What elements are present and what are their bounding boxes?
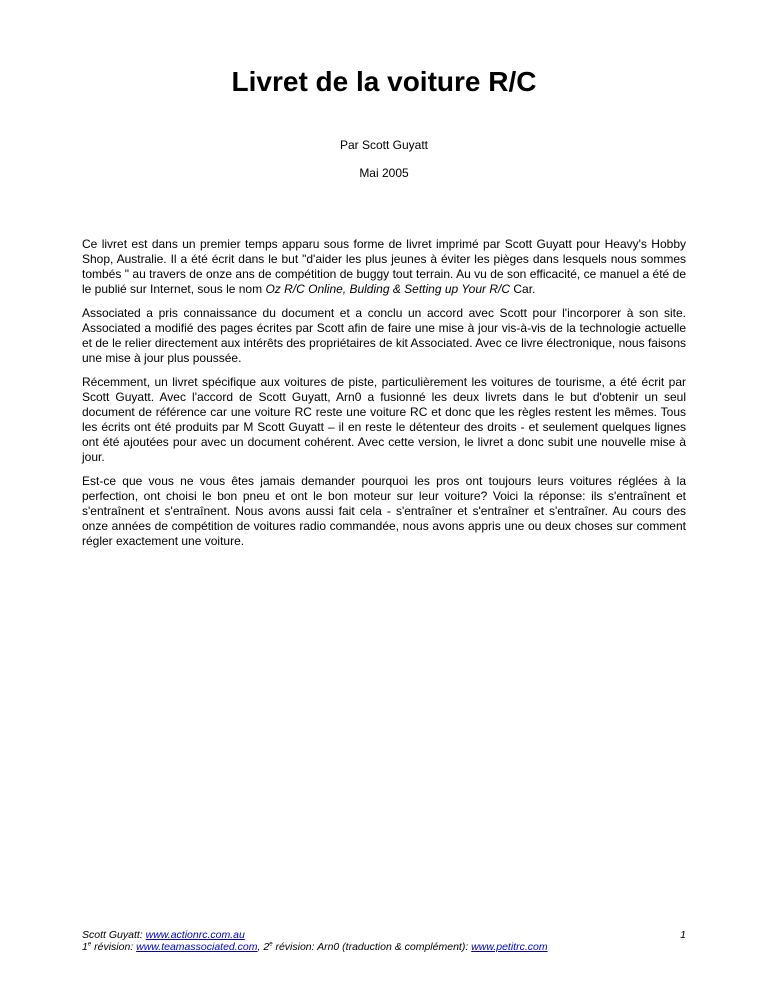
paragraph-1-italic: Oz R/C Online, Bulding & Setting up Your R/C: [265, 282, 511, 296]
author-line: Par Scott Guyatt: [339, 138, 429, 152]
rev1-number: 1: [82, 941, 88, 953]
footer-separator: ,: [257, 941, 264, 953]
document-title: Livret de la voiture R/C: [231, 66, 537, 97]
date-line: Mai 2005: [359, 166, 409, 180]
paragraph-1: [82, 237, 686, 297]
page-number: 1: [680, 929, 686, 941]
paragraph-1-end: Car.: [510, 282, 536, 296]
rev2-superscript: e: [269, 941, 273, 948]
paragraph-3: Récemment, un livret spécifique aux voitures de piste, particulièrement les voitures de tourisme, a été écrit par Scott Guyatt. Avec l'accord de Scott Guyatt, Arn0 a fusionné les deux livrets dans le but d'obtenir un seul document de référence car une voiture RC reste une voiture RC et donc que les règles restent les mêmes. Tous les écrits ont été produits par M Scott Guyatt – il en reste le détenteur des droits - et seulement quelques lignes ont été ajoutées pour avec un document cohérent. Avec cette version, le livret a donc subit une nouvelle mise à jour.: [82, 375, 686, 464]
page-footer: [82, 929, 686, 953]
rev1-label: révision:: [91, 941, 137, 953]
actionrc-link[interactable]: www.actionrc.com.au: [145, 929, 245, 941]
rev2-label: révision: Arn0 (traduction & complément):: [272, 941, 472, 953]
paragraph-1-text: Ce livret est dans un premier temps apparu sous forme de livret imprimé par Scott Guyatt pour Heavy's Hobby Shop, Australie. Il a été écrit dans le but "d'aider les plus jeunes à éviter les pièges dans lesquels nous sommes tombés " au travers de onze ans de compétition de buggy tout terrain. Au vu de son efficacité, ce manuel a été de le publié sur Internet, sous le nom: [82, 237, 686, 296]
footer-line-2: [82, 941, 686, 953]
teamassociated-link[interactable]: www.teamassociated.com: [136, 941, 258, 953]
rev1-superscript: e: [87, 941, 92, 948]
paragraph-2: Associated a pris connaissance du document et a conclu un accord avec Scott pour l'incorporer à son site. Associated a modifié des pages écrites par Scott afin de faire une mise à jour vis-à-vis de la technologie actuelle et de le relier directement aux intérêts des propriétaires de kit Associated. Avec ce livre électronique, nous faisons une mise à jour plus poussée.: [82, 306, 686, 365]
paragraph-4: Est-ce que vous ne vous êtes jamais demander pourquoi les pros ont toujours leurs voitures réglées à la perfection, ont choisi le bon pneu et ont le bon moteur sur leur voiture? Voici la réponse: ils s'entraînent et s'entraînent et s'entraînent. Nous avons aussi fait cela - s'entraîner et s'entraîner et s'entraîner. Au cours des onze années de compétition de voitures radio commandée, nous avons appris une ou deux choses sur comment régler exactement une voiture.: [82, 474, 686, 548]
body-text: [82, 237, 686, 558]
rev2-number: 2: [263, 941, 270, 953]
footer-author-label: Scott Guyatt:: [82, 929, 146, 941]
footer-line-1: [82, 929, 686, 941]
petitrc-link[interactable]: www.petitrc.com: [471, 941, 548, 953]
